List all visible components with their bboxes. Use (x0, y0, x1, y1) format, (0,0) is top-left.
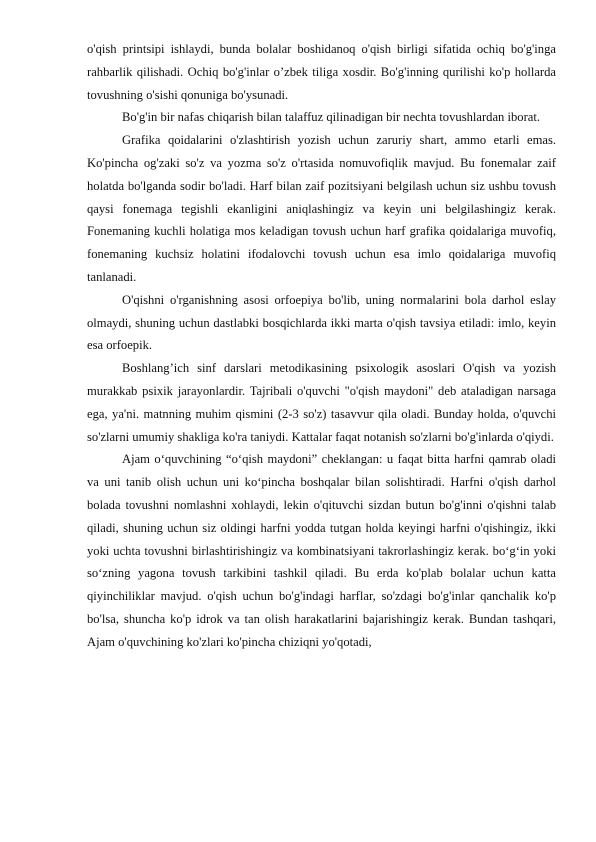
document-page (87, 38, 556, 654)
paragraph-5: Boshlang’ich sinf darslari metodikasining psixologik asoslari O'qish va yozish murakkab psixik jarayonlardir. Tajribali o'quvchi "o'qish maydoni" deb ataladigan narsaga ega, ya'ni. matnning muhim qismini (2-3 so'z) tasavvur qila oladi. Bunday holda, o'quvchi so'zlarni umumiy shakliga ko'ra taniydi. Kattalar faqat notanish so'zlarni bo'g'inlarda o'qiydi. (87, 361, 556, 444)
paragraph-1: o'qish printsipi ishlaydi, bunda bolalar boshidanoq o'qish birligi sifatida ochiq bo'g'inga rahbarlik qilishadi. Ochiq bo'g'inlar o’zbek tiliga xosdir. Bo'g'inning qurilishi ko'p hollarda tovushning o'sishi qonuniga bo'ysunadi. (87, 42, 556, 102)
paragraph-2: Bo'g'in bir nafas chiqarish bilan talaffuz qilinadigan bir nechta tovushlardan iborat. (122, 110, 541, 125)
paragraph-6: Ajam o‘quvchining “o‘qish maydoni” cheklangan: u faqat bitta harfni qamrab oladi va uni tanib olish uchun uni ko‘pincha boshqalar bilan solishtiradi. Harfni o'qish darhol bolada tovushni nomlashni xohlaydi, lekin o'qituvchi sizdan butun bo'g'inni o'qishni talab qiladi, shuning uchun siz oldingi harfni yodda tutgan holda keyingi harfni o'qishingiz, ikki yoki uchta tovushni birlashtirishingiz va kombinatsiyani takrorlashingiz kerak. bo‘g‘in yoki so‘zning yagona tovush tarkibini tashkil qiladi. Bu erda ko'plab bolalar uchun katta qiyinchiliklar mavjud. o'qish uchun bo'g'indagi harflar, so'zdagi bo'g'inlar qanchalik ko'p bo'lsa, shuncha ko'p idrok va tan olish harakatlarini bajarishingiz kerak. Bundan tashqari, Ajam o'quvchining ko'zlari ko'pincha chiziqni yo'qotadi, (87, 452, 556, 649)
paragraph-3: Grafika qoidalarini o'zlashtirish yozish uchun zaruriy shart, ammo etarli emas. Ko'pincha og'zaki so'z va yozma so'z o'rtasida nomuvofiqlik mavjud. Bu fonemalar zaif holatda bo'lganda sodir bo'ladi. Harf bilan zaif pozitsiyani belgilash uchun siz ushbu tovush qaysi fonemaga tegishli ekanligini aniqlashingiz va keyin uni belgilashingiz kerak. Fonemaning kuchli holatiga mos keladigan tovush uchun harf grafika qoidalariga muvofiq, fonemaning kuchsiz holatini ifodalovchi tovush uchun esa imlo qoidalariga muvofiq tanlanadi. (87, 133, 556, 284)
paragraph-4: O'qishni o'rganishning asosi orfoepiya bo'lib, uning normalarini bola darhol eslay olmaydi, shuning uchun dastlabki bosqichlarda ikki marta o'qish tavsiya etiladi: imlo, keyin esa orfoepik. (87, 292, 556, 353)
